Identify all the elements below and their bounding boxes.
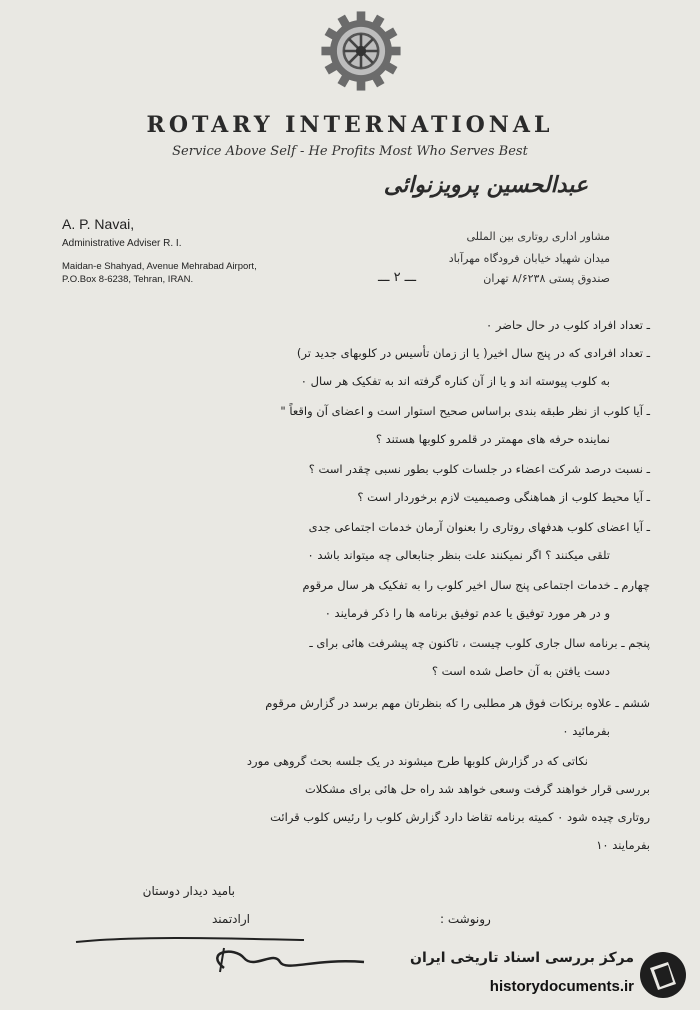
body-line: ـ آیا محیط کلوب از هماهنگی وصمیمیت لازم برخوردار است ؟ (357, 490, 650, 504)
body-line: چهارم ـ خدمات اجتماعی پنج سال اخیر کلوب را به تفکیک هر سال مرقوم (302, 578, 650, 592)
body-line: ـ آیا اعضای کلوب هدفهای روتاری را بعنوان آرمان خدمات اجتماعی جدی (308, 520, 650, 534)
sender-title-fa: مشاور اداری روتاری بین المللی (466, 230, 610, 243)
body-line: به کلوب پیوسته اند و یا از آن کناره گرفته اند به تفکیک هر سال ۰ (300, 374, 610, 388)
body-line: بفرمائید ۰ (562, 724, 610, 738)
handwritten-signature-icon (74, 928, 374, 978)
body-line: بررسی قرار خواهند گرفت وسعی خواهد شد راه حل هائی برای مشکلات (304, 782, 650, 796)
sender-pobox-fa: صندوق پستی ۸/۶۲۳۸ تهران (483, 272, 610, 285)
archive-logo-icon (638, 950, 688, 1000)
sender-address-line2: P.O.Box 8-6238, Tehran, IRAN. (62, 274, 194, 285)
watermark-text-fa: مرکز بررسی اسناد تاریخی ایران (410, 950, 634, 966)
cc-label: رونوشت : (440, 912, 491, 926)
body-line: ـ تعداد افرادی که در پنج سال اخیر( یا از زمان تأسیس در کلوبهای جدید تر) (296, 346, 650, 360)
body-line: پنجم ـ برنامه سال جاری کلوب چیست ، تاکنون چه پیشرفت هائی برای ـ (309, 636, 650, 650)
body-line: دست یافتن به آن حاصل شده است ؟ (431, 664, 610, 678)
body-line: نماینده حرفه های مهمتر در قلمرو کلوبها هستند ؟ (375, 432, 610, 446)
body-line: و در هر مورد توفیق یا عدم توفیق برنامه ها را ذکر فرمایند ۰ (324, 606, 610, 620)
org-name: ROTARY INTERNATIONAL (146, 112, 554, 138)
sender-name: A. P. Navai, (62, 216, 135, 232)
watermark (372, 948, 692, 1004)
body-line: نکاتی که در گزارش کلوبها طرح میشوند در یک جلسه بحث گروهی مورد (246, 754, 588, 768)
body-line: ـ تعداد افراد کلوب در حال حاضر ۰ (485, 318, 650, 332)
closing-line1: بامید دیدار دوستان (142, 884, 235, 898)
sender-title: Administrative Adviser R. I. (62, 238, 182, 249)
body-line: تلقی میکنند ؟ اگر نمیکنند علت بنظر جنابعالی چه میتواند باشد ۰ (307, 548, 610, 562)
sender-name-fa: عبدالحسین پرویزنوائی (383, 172, 588, 198)
page-number: ـــ ۲ ـــ (378, 270, 417, 285)
watermark-text-en: historydocuments.ir (489, 978, 634, 995)
body-line: ـ آیا کلوب از نظر طبقه بندی براساس صحیح استوار است و اعضای آن واقعاً " (280, 404, 650, 418)
sender-address-line1: Maidan-e Shahyad, Avenue Mehrabad Airport, (62, 261, 257, 272)
closing-line2: ارادتمند (211, 912, 250, 926)
body-line: بفرمایند ۱۰ (596, 838, 650, 852)
rotary-gear-emblem-icon (318, 8, 404, 94)
body-line: روتاری چیده شود ۰ کمیته برنامه تقاضا دارد گزارش کلوب را رئیس کلوب قرائت (270, 810, 650, 824)
body-line: ـ نسبت درصد شرکت اعضاء در جلسات کلوب بطور نسبی چقدر است ؟ (308, 462, 650, 476)
body-line: ششم ـ علاوه برنکات فوق هر مطلبی را که بنظرتان مهم برسد در گزارش مرقوم (265, 696, 650, 710)
sender-address-fa: میدان شهیاد خیابان فرودگاه مهرآباد (448, 252, 610, 265)
org-motto: Service Above Self - He Profits Most Who Serves Best (172, 144, 528, 159)
